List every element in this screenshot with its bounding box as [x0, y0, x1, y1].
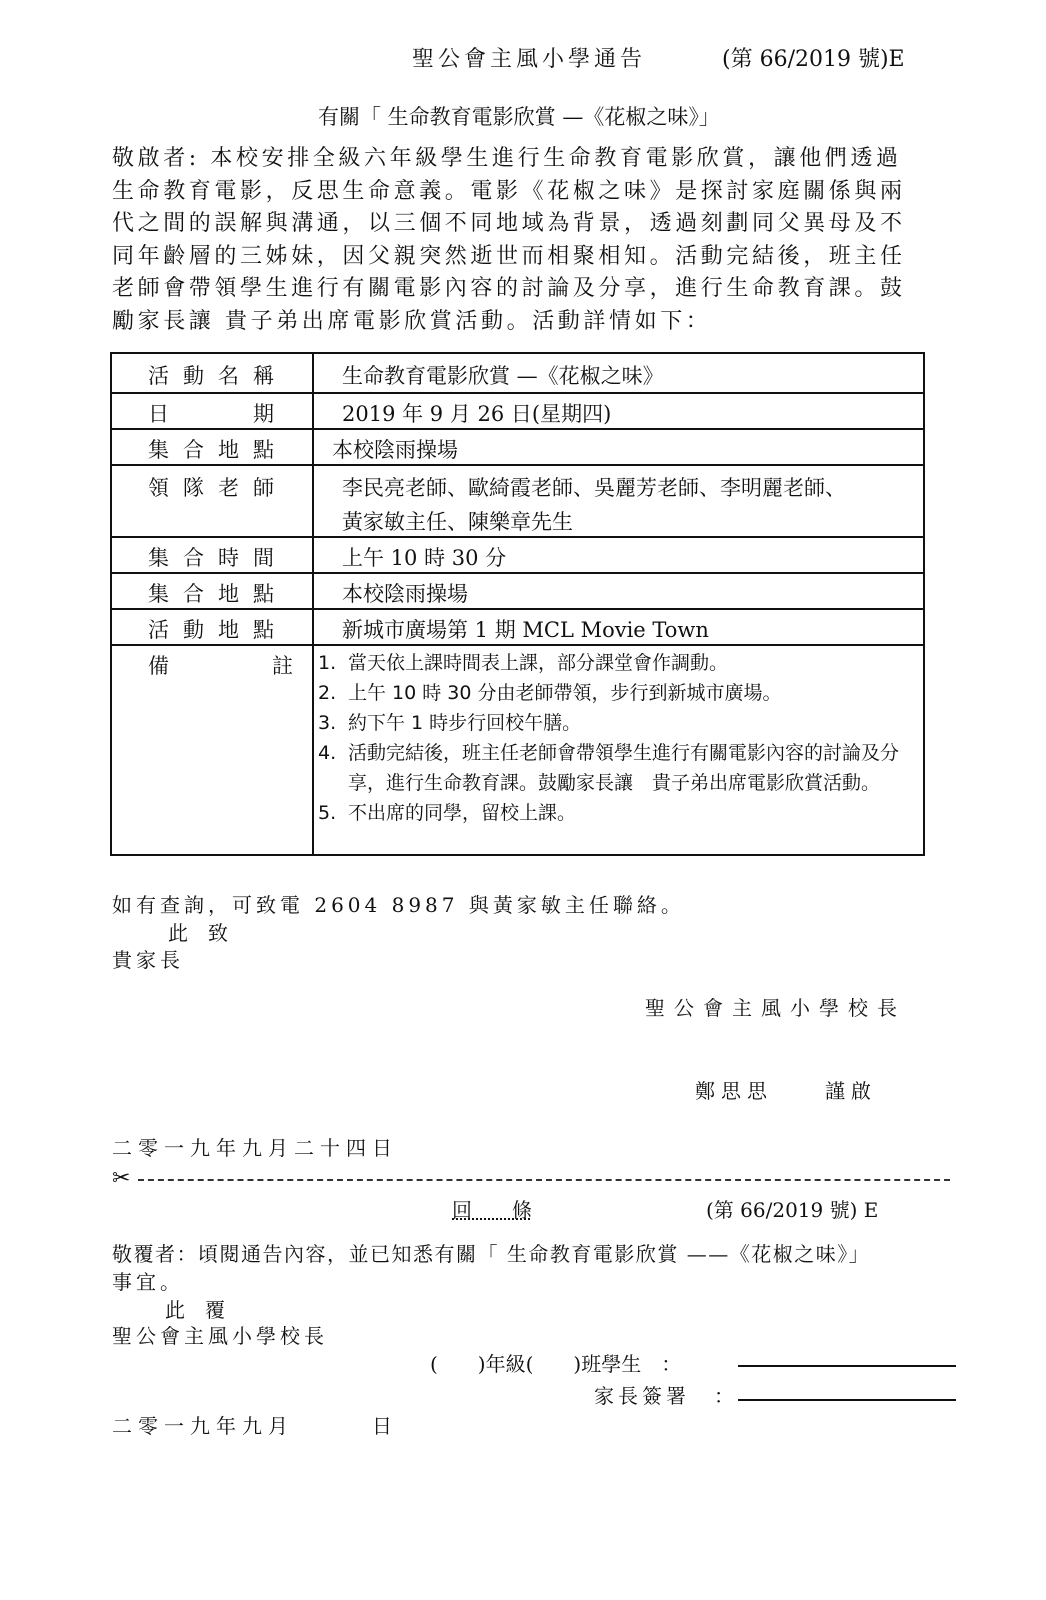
intro-line: 代之間的誤解與溝通，以三個不同地域為背景，透過刻劃同父異母及不	[112, 211, 906, 236]
student-class-label: ( )年級( )班學生 ：	[430, 1352, 682, 1376]
row-value: 上午 10 時 30 分	[342, 546, 507, 570]
table-row	[111, 645, 924, 855]
row-value-cell	[313, 573, 924, 609]
list-text: 上午 10 時 30 分由老師帶領，步行到新城市廣場。	[348, 682, 782, 704]
row-label: 集合地點	[148, 438, 288, 462]
row-label-cell	[111, 573, 313, 609]
notice-subject: 有關「 生命教育電影欣賞 —《花椒之味》」	[318, 105, 720, 129]
recipient-parents: 貴家長	[112, 948, 184, 972]
reply-slip-title: 回 條	[452, 1198, 532, 1222]
row-value: 新城市廣場第 1 期 MCL Movie Town	[342, 618, 709, 642]
row-value-cell	[313, 353, 924, 393]
parent-signature-line[interactable]	[738, 1399, 956, 1401]
table-row	[111, 393, 924, 429]
row-value-cell	[313, 609, 924, 645]
row-value: 本校陰雨操場	[332, 438, 458, 462]
row-label-cell	[111, 429, 313, 465]
salutation-ci-fu: 此 覆	[165, 1298, 225, 1322]
row-value-continued: 黃家敏主任、陳樂章先生	[342, 510, 573, 534]
principal-title: 聖公會主風小學校長	[645, 996, 906, 1020]
intro-line: 生命教育電影，反思生命意義。電影《花椒之味》是探討家庭關係與兩	[112, 178, 906, 204]
row-value-cell	[313, 393, 924, 429]
row-value-cell	[313, 465, 924, 537]
row-label: 領隊老師	[148, 476, 288, 500]
row-label: 集合時間	[148, 546, 288, 570]
recipient-principal: 聖公會主風小學校長	[112, 1324, 328, 1348]
intro-line: 敬啟者: 本校安排全級六年級學生進行生命教育電影欣賞，讓他們透過	[112, 146, 902, 171]
list-number: 1.	[318, 652, 337, 674]
list-text: 不出席的同學，留校上課。	[348, 802, 577, 824]
parent-signature-label: 家長簽署 ：	[594, 1384, 738, 1408]
reply-body-line: 敬覆者：頃閱通告內容，並已知悉有關「 生命教育電影欣賞 ——《花椒之味》」	[112, 1242, 871, 1266]
table-row	[111, 573, 924, 609]
activity-details-table	[110, 352, 925, 856]
intro-line: 同年齡層的三姊妹，因父親突然逝世而相聚相知。活動完結後，班主任	[112, 243, 906, 269]
row-label: 集合地點	[148, 582, 288, 606]
table-row	[111, 353, 924, 393]
list-text: 活動完結後，班主任老師會帶領學生進行有關電影內容的討論及分享，進行生命教育課。鼓勵家長讓 貴子弟出席電影欣賞活動。	[348, 742, 900, 794]
row-value: 本校陰雨操場	[342, 582, 468, 606]
notice-title: 聖公會主風小學通告	[412, 47, 647, 72]
list-item	[318, 648, 923, 678]
scissors-icon: ✂	[112, 1166, 131, 1191]
table-row	[111, 429, 924, 465]
row-label-cell	[111, 645, 313, 855]
intro-paragraph	[112, 143, 962, 338]
list-text: 約下午 1 時步行回校午膳。	[348, 712, 582, 734]
reply-date: 二零一九年九月 日	[112, 1414, 398, 1438]
table-row	[111, 537, 924, 573]
row-label-cell	[111, 465, 313, 537]
notice-date: 二零一九年九月二十四日	[112, 1136, 398, 1160]
cut-line-divider	[138, 1179, 950, 1181]
row-label-cell	[111, 537, 313, 573]
row-label: 活動地點	[148, 618, 288, 642]
row-value: 李民亮老師、歐綺霞老師、吳麗芳老師、李明麗老師、	[342, 476, 846, 500]
row-label-cell	[111, 353, 313, 393]
table-row	[111, 609, 924, 645]
row-label-cell	[111, 609, 313, 645]
row-label: 備 註	[148, 654, 303, 678]
row-label: 日 期	[148, 402, 288, 426]
table-row	[111, 465, 924, 537]
list-item	[318, 798, 923, 828]
row-value: 2019 年 9 月 26 日(星期四)	[342, 402, 612, 426]
list-number: 4.	[318, 742, 337, 764]
list-item	[318, 678, 923, 708]
principal-signature: 鄭思思 謹啟	[695, 1079, 877, 1103]
reply-notice-number: (第 66/2019 號) E	[706, 1198, 879, 1222]
list-item	[318, 708, 923, 738]
list-number: 5.	[318, 802, 337, 824]
student-name-line[interactable]	[738, 1365, 956, 1367]
list-number: 3.	[318, 712, 337, 734]
remarks-cell	[313, 645, 924, 855]
row-label-cell	[111, 393, 313, 429]
reply-body-line: 事宜。	[112, 1270, 184, 1294]
remarks-list	[314, 646, 923, 830]
list-text: 當天依上課時間表上課，部分課堂會作調動。	[348, 652, 729, 674]
row-value-cell	[313, 429, 924, 465]
row-label: 活動名稱	[148, 364, 288, 388]
list-number: 2.	[318, 682, 337, 704]
intro-line: 勵家長讓 貴子弟出席電影欣賞活動。活動詳情如下：	[112, 308, 712, 334]
notice-number: (第 66/2019 號)E	[722, 47, 905, 72]
row-value-cell	[313, 537, 924, 573]
enquiry-text: 如有查詢，可致電 2604 8987 與黃家敏主任聯絡。	[112, 893, 685, 917]
intro-line: 老師會帶領學生進行有關電影內容的討論及分享，進行生命教育課。鼓	[112, 276, 906, 301]
row-value: 生命教育電影欣賞 —《花椒之味》	[342, 364, 664, 388]
salutation-ci-zhi: 此 致	[168, 921, 228, 945]
list-item	[318, 738, 923, 798]
